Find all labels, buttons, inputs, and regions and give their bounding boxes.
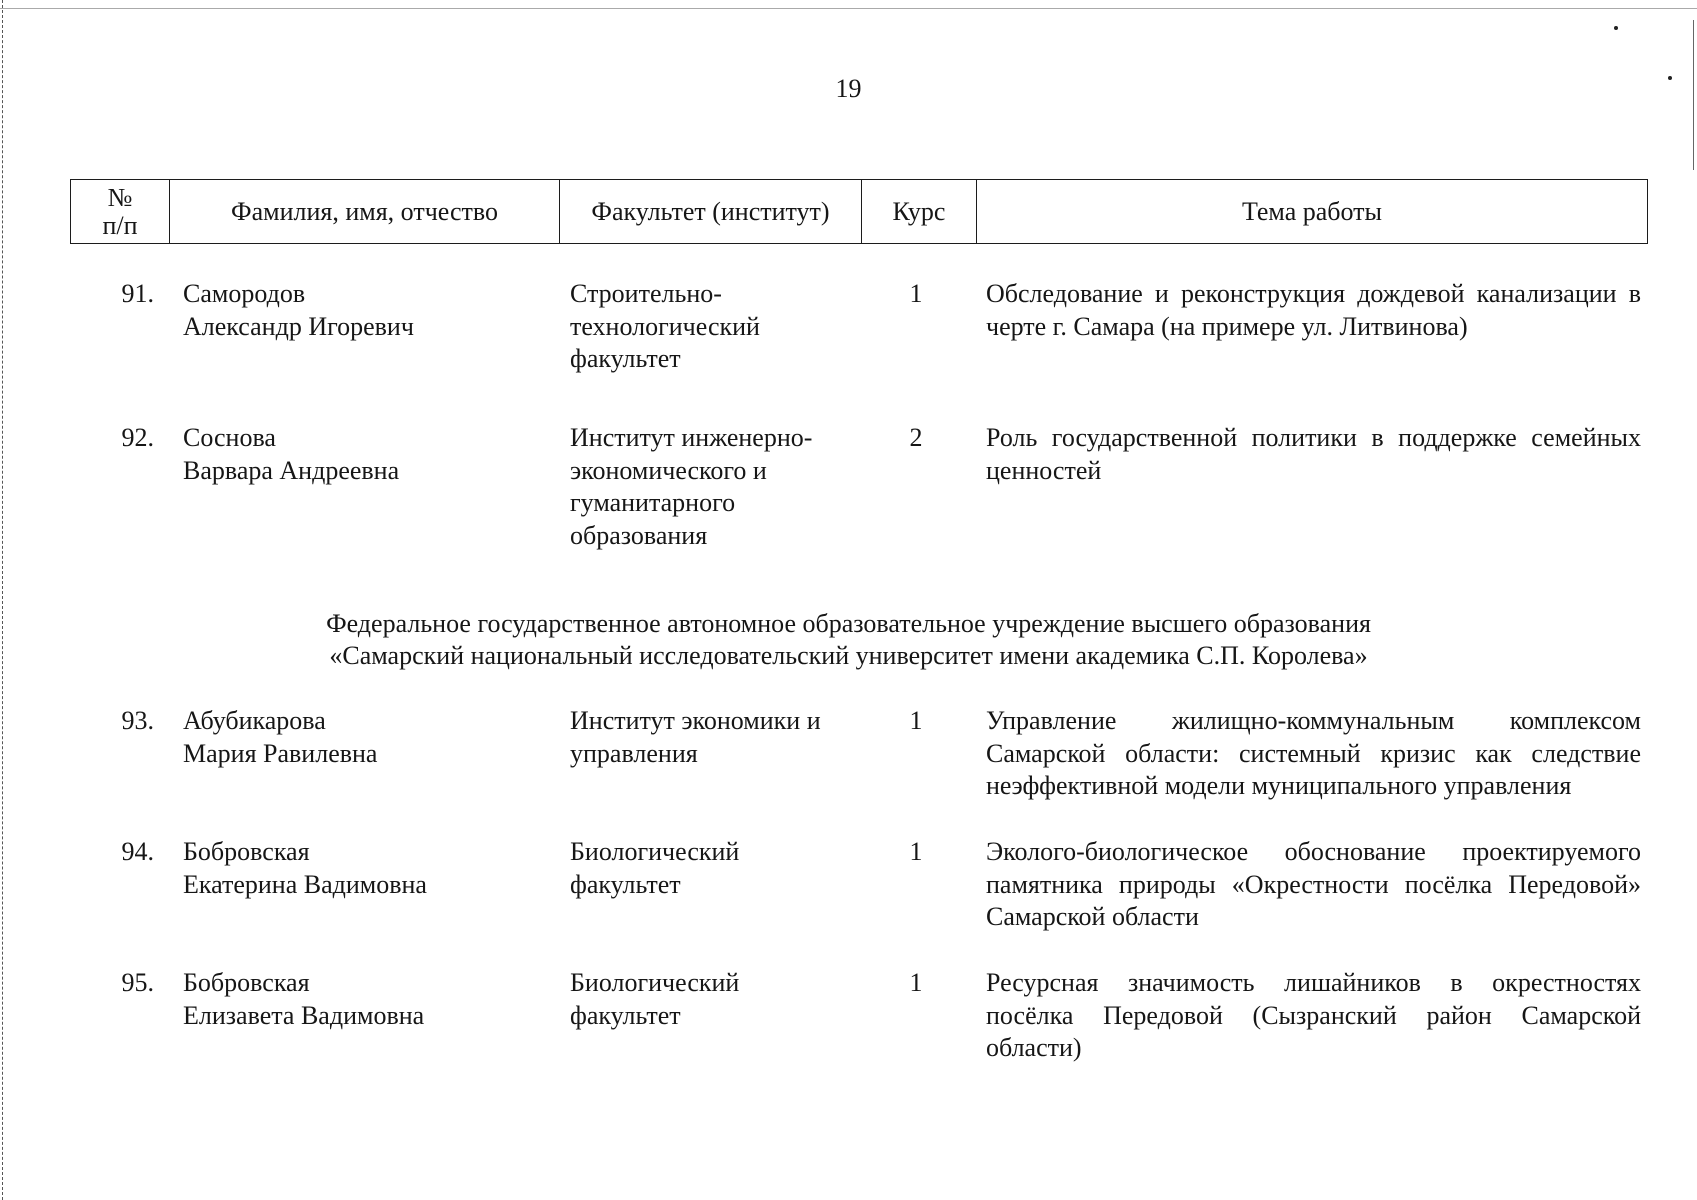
- course: 2: [909, 423, 923, 452]
- work-topic: Ресурсная значимость лишайников в окрестностях посёлка Передовой (Сызранский район Самарской области): [986, 968, 1641, 1062]
- organization-heading: [0, 608, 1697, 672]
- faculty: [570, 422, 870, 552]
- course: 1: [909, 968, 923, 997]
- faculty: [570, 836, 870, 901]
- faculty-line: управления: [570, 738, 698, 768]
- surname: Соснова: [183, 423, 276, 452]
- faculty-line: факультет: [570, 344, 681, 373]
- scan-edge-top: [0, 8, 1697, 9]
- given-names: Варвара Андреевна: [183, 455, 400, 485]
- surname: Бобровская: [183, 968, 310, 997]
- course: 1: [909, 837, 923, 866]
- faculty: [570, 278, 870, 376]
- given-names: Екатерина Вадимовна: [183, 869, 427, 899]
- faculty-line: Институт экономики и: [570, 706, 821, 735]
- course: 1: [909, 706, 923, 735]
- header-topic: Тема работы: [1241, 196, 1382, 226]
- faculty-line: факультет: [570, 1000, 681, 1030]
- student-name: [183, 422, 553, 487]
- student-name: [183, 278, 553, 343]
- header-number-abbr: п/п: [102, 210, 138, 240]
- given-names: Мария Равилевна: [183, 738, 378, 768]
- header-full-name: Фамилия, имя, отчество: [170, 180, 560, 243]
- surname: Самородов: [183, 279, 306, 308]
- scan-edge-left: [2, 0, 3, 1200]
- organization-name: «Самарский национальный исследовательский университет имени академика С.П. Королева»: [329, 641, 1368, 670]
- faculty: [570, 967, 870, 1032]
- scan-speck: [1614, 26, 1618, 30]
- faculty: [570, 705, 870, 770]
- student-name: [183, 705, 553, 770]
- work-topic: Обследование и реконструкция дождевой канализации в черте г. Самара (на примере ул. Литвинова): [986, 279, 1641, 341]
- organization-type: Федеральное государственное автономное образовательное учреждение высшего образования: [326, 609, 1371, 638]
- student-name: [183, 836, 553, 901]
- faculty-line: экономического и: [570, 455, 767, 485]
- table-header: [70, 179, 1648, 244]
- faculty-line: технологический: [570, 311, 760, 341]
- work-topic: Эколого-биологическое обоснование проектируемого памятника природы «Окрестности посёлка Передовой» Самарской области: [986, 837, 1641, 931]
- row-number: 92.: [121, 423, 154, 452]
- surname: Абубикарова: [183, 706, 326, 735]
- row-number: 91.: [121, 279, 154, 308]
- faculty-line: Биологический: [570, 837, 740, 866]
- faculty-line: гуманитарного: [570, 488, 736, 517]
- faculty-line: Строительно-: [570, 279, 722, 308]
- row-number: 94.: [121, 837, 154, 866]
- given-names: Александр Игоревич: [183, 311, 414, 341]
- row-number: 95.: [121, 968, 154, 997]
- faculty-line: Биологический: [570, 968, 740, 997]
- student-name: [183, 967, 553, 1032]
- header-faculty: Факультет (институт): [560, 180, 862, 243]
- header-course: Курс: [862, 180, 977, 243]
- course: 1: [909, 279, 923, 308]
- header-number: [71, 180, 170, 243]
- page-number: 19: [835, 74, 862, 103]
- header-number-symbol: №: [107, 182, 133, 212]
- work-topic: Роль государственной политики в поддержке семейных ценностей: [986, 423, 1641, 485]
- work-topic: Управление жилищно-коммунальным комплексом Самарской области: системный кризис как следствие неэффективной модели муниципального управления: [986, 706, 1641, 800]
- faculty-line: образования: [570, 520, 708, 550]
- row-number: 93.: [121, 706, 154, 735]
- faculty-line: факультет: [570, 869, 681, 899]
- faculty-line: Институт инженерно-: [570, 423, 813, 452]
- surname: Бобровская: [183, 837, 310, 866]
- given-names: Елизавета Вадимовна: [183, 1000, 425, 1030]
